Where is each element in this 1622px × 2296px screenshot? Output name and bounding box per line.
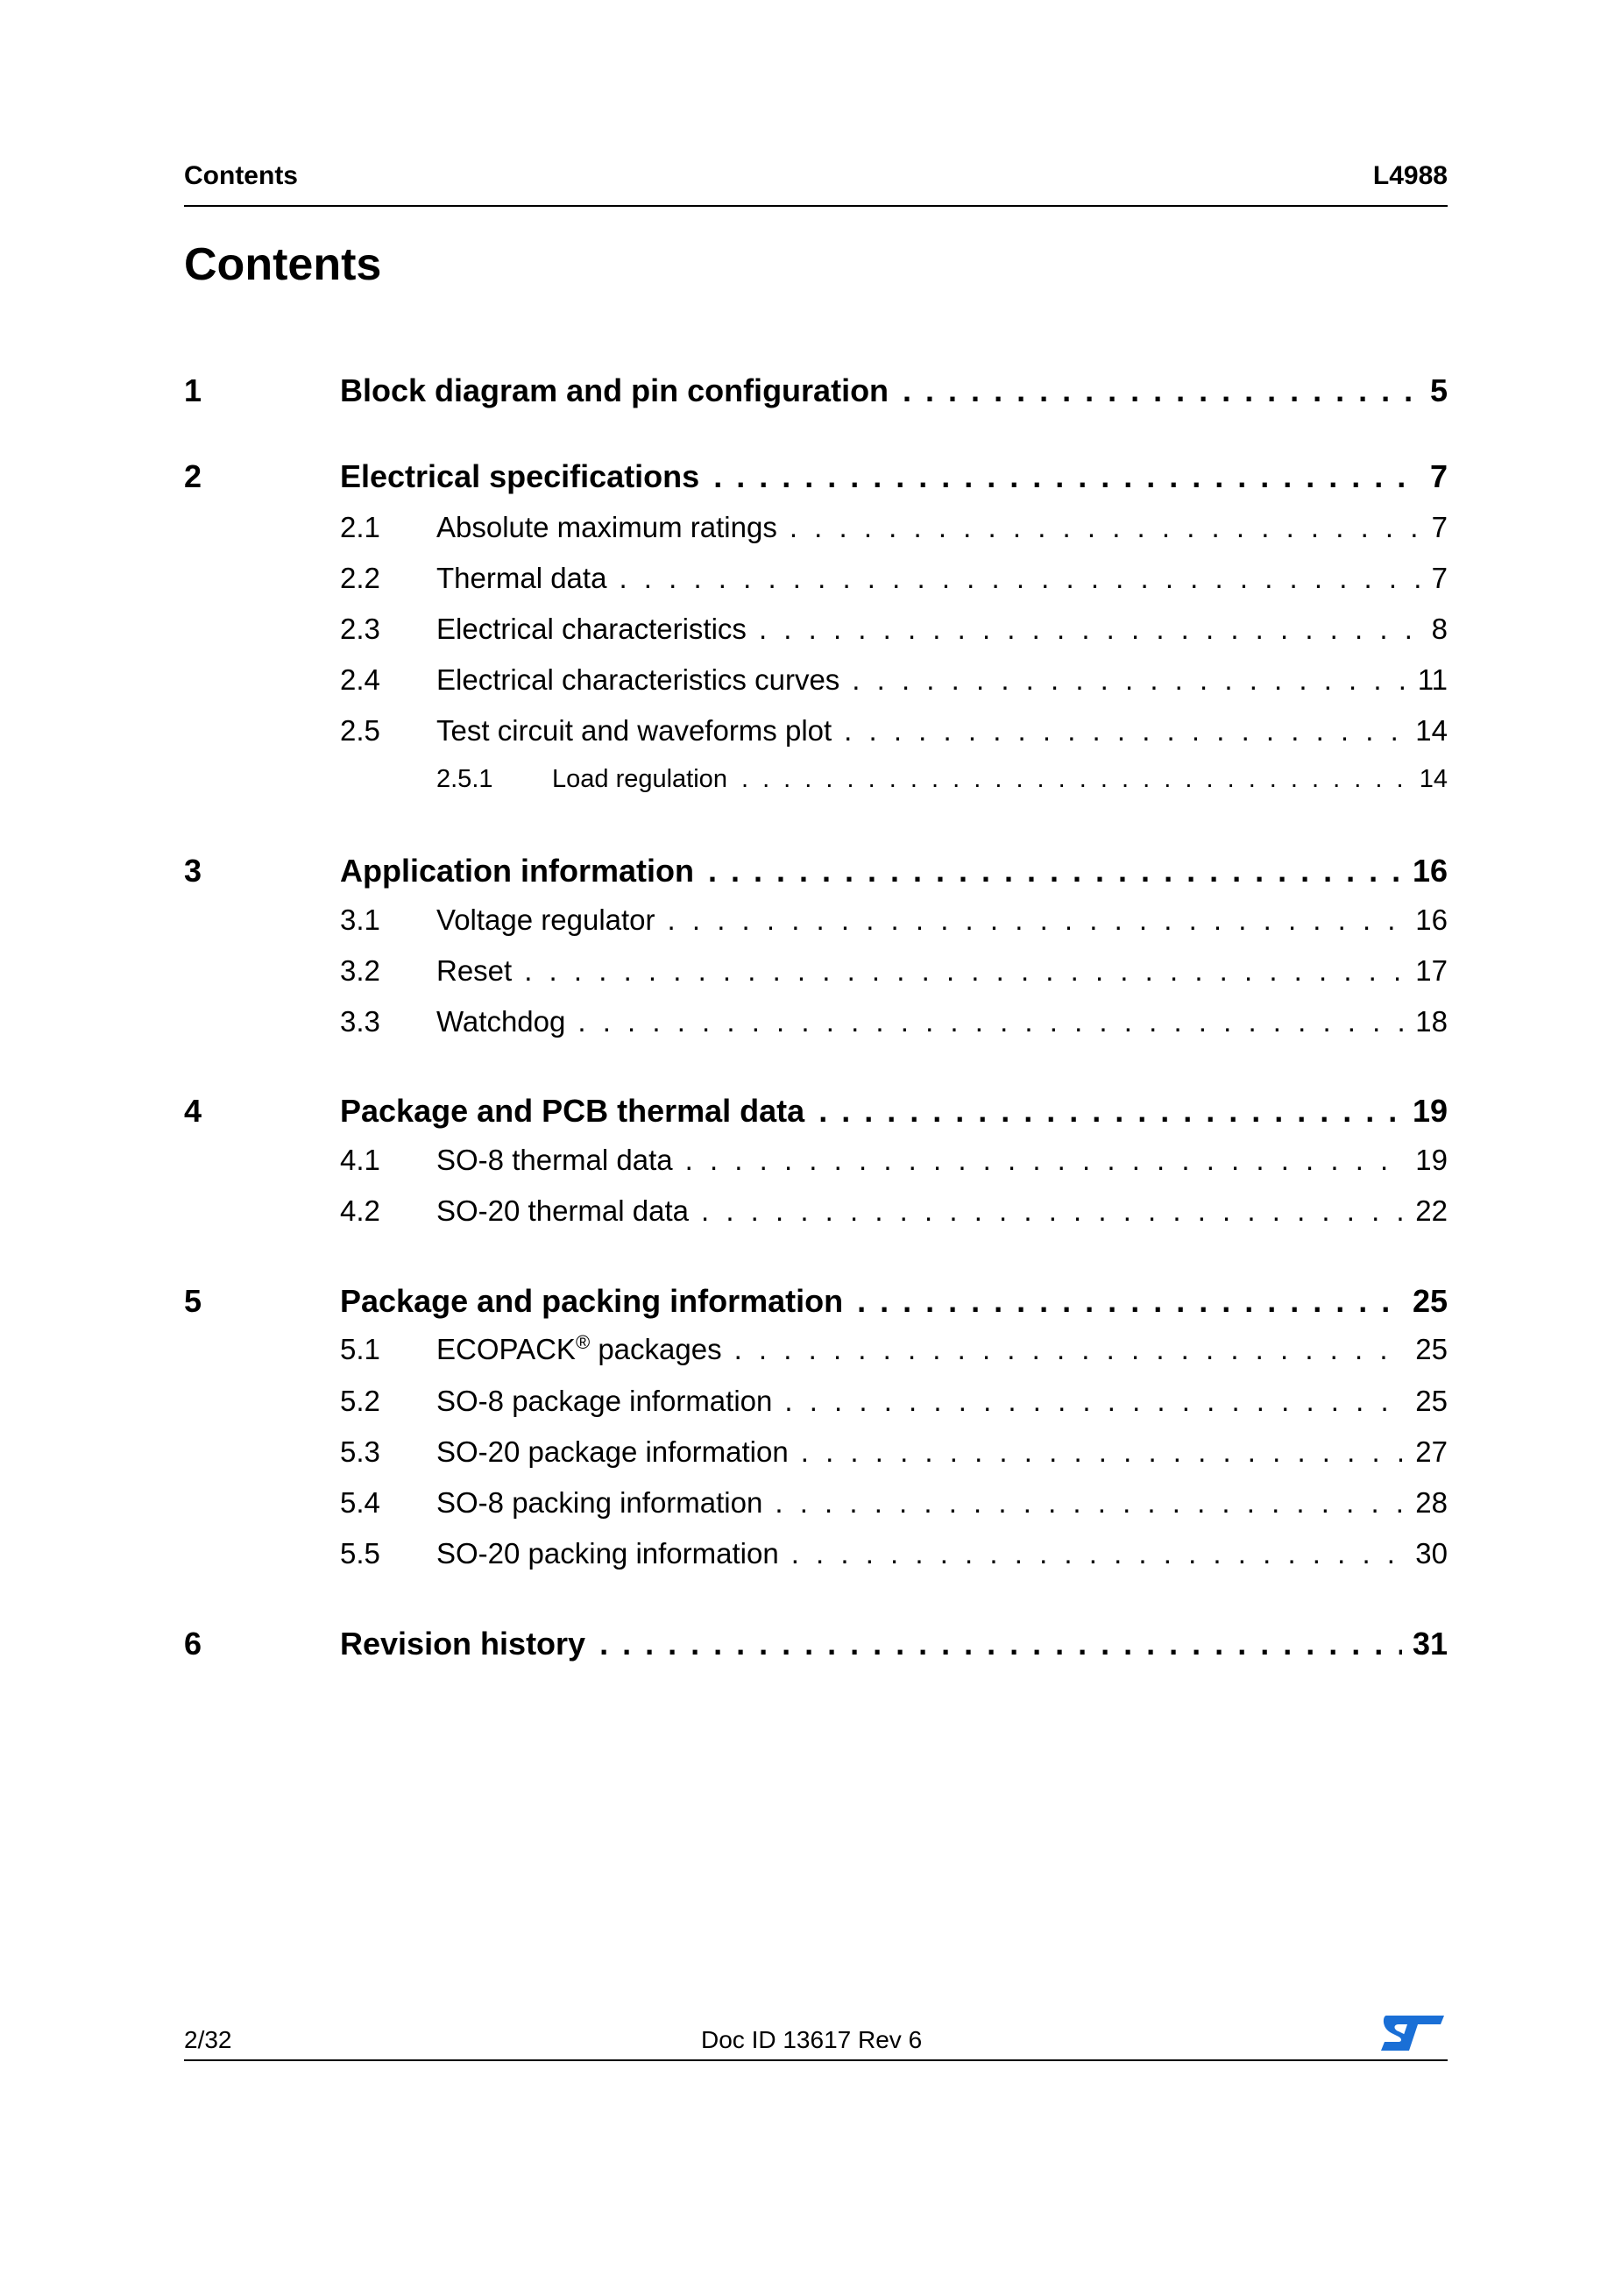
toc-title-suffix: packages: [590, 1333, 722, 1365]
toc-title: [436, 904, 655, 937]
toc-entry-2-3[interactable]: [184, 613, 1448, 649]
toc-page-number: 16: [1415, 904, 1448, 936]
toc-title: [436, 954, 512, 988]
toc-line: [436, 562, 1448, 595]
toc-line: [436, 1333, 1448, 1366]
toc-title: [340, 1626, 585, 1662]
toc-entry-3-3[interactable]: [184, 1005, 1448, 1042]
toc-title-text: Electrical characteristics curves: [436, 663, 840, 696]
toc-leader-dots: [852, 663, 1406, 697]
toc-leader-dots: [759, 613, 1421, 646]
toc-page-number: 25: [1415, 1385, 1448, 1417]
toc-line: [340, 853, 1448, 889]
toc-number: 5: [184, 1283, 202, 1319]
toc-leader-dots: [701, 1194, 1405, 1228]
toc-number: 4.1: [340, 1144, 380, 1176]
toc-line: [436, 1537, 1448, 1570]
toc-entry-3-2[interactable]: [184, 954, 1448, 991]
toc-number: 2.5.1: [436, 765, 493, 793]
toc-title-text: SO-8 thermal data: [436, 1144, 673, 1176]
toc-title: [436, 511, 777, 544]
toc-page-number: 11: [1417, 663, 1448, 696]
toc-entry-5-3[interactable]: [184, 1435, 1448, 1472]
toc-number: 3.1: [340, 904, 380, 936]
toc-line: [340, 1093, 1448, 1130]
toc-title: [436, 1385, 772, 1418]
toc-leader-dots: [524, 954, 1405, 988]
toc-leader-dots: [784, 1385, 1405, 1418]
toc-title: [436, 1194, 689, 1228]
toc-title: [340, 1093, 804, 1130]
toc-title-text: Electrical characteristics: [436, 613, 747, 645]
st-logo-icon: [1379, 2012, 1446, 2054]
toc-title-text: Electrical specifications: [340, 458, 700, 494]
toc-leader-dots: [844, 714, 1405, 748]
toc-title-text: Watchdog: [436, 1005, 566, 1038]
toc-page-number: 18: [1415, 1005, 1448, 1038]
toc-line: [436, 1385, 1448, 1418]
toc-title-text: Block diagram and pin configuration: [340, 372, 889, 408]
toc-entry-2[interactable]: [184, 458, 1448, 499]
toc-page-number: 27: [1415, 1435, 1448, 1468]
toc-title-text: Test circuit and waveforms plot: [436, 714, 832, 747]
toc-title-text: SO-8 packing information: [436, 1486, 763, 1519]
toc-title-text: Absolute maximum ratings: [436, 511, 777, 543]
toc-number: 5.4: [340, 1486, 380, 1519]
page-title: Contents: [184, 239, 382, 290]
toc-number: 4: [184, 1093, 202, 1129]
page-footer: [184, 2026, 1448, 2061]
toc-line: [436, 613, 1448, 646]
toc-page-number: 8: [1431, 613, 1448, 645]
toc-title-text: Load regulation: [552, 765, 727, 793]
toc-entry-2-2[interactable]: [184, 562, 1448, 599]
toc-page-number: 14: [1415, 714, 1448, 747]
toc-entry-5-4[interactable]: [184, 1486, 1448, 1523]
toc-page-number: 7: [1429, 458, 1448, 494]
toc-page-number: 30: [1415, 1537, 1448, 1570]
toc-line: [436, 1144, 1448, 1177]
toc-leader-dots: [734, 1333, 1406, 1366]
toc-page-number: 7: [1431, 562, 1448, 594]
toc-title: [436, 1005, 565, 1038]
header-part-number: L4988: [1372, 161, 1448, 190]
toc-leader-dots: [599, 1626, 1402, 1662]
toc-number: 2.5: [340, 714, 380, 747]
toc-leader-dots: [857, 1283, 1402, 1320]
toc-title: [340, 372, 889, 409]
toc-page-number: 14: [1419, 765, 1448, 793]
toc-page-number: 28: [1415, 1486, 1448, 1519]
toc-title-text: Reset: [436, 954, 513, 987]
toc-page-number: 19: [1415, 1144, 1448, 1176]
toc-title: [436, 1144, 673, 1177]
toc-number: 5.1: [340, 1333, 380, 1365]
doc-id: Doc ID 13617 Rev 6: [701, 2026, 923, 2053]
toc-title-text: SO-20 package information: [436, 1435, 789, 1468]
registered-mark: ®: [575, 1331, 591, 1353]
toc-title: [436, 1333, 722, 1366]
toc-title: [436, 1435, 789, 1469]
toc-title-text: Application information: [340, 853, 694, 889]
toc-entry-4-2[interactable]: [184, 1194, 1448, 1231]
toc-title-text: SO-20 thermal data: [436, 1194, 689, 1227]
toc-leader-dots: [741, 765, 1409, 794]
toc-title: [340, 1283, 843, 1320]
toc-leader-dots: [685, 1144, 1406, 1177]
toc-leader-dots: [818, 1093, 1402, 1130]
toc-page-number: 17: [1415, 954, 1448, 987]
toc-leader-dots: [713, 458, 1420, 495]
toc-title: [436, 1537, 779, 1570]
toc-page-number: 5: [1429, 372, 1448, 408]
toc-page-number: 7: [1431, 511, 1448, 543]
toc-entry-2-5-1[interactable]: [184, 765, 1448, 798]
toc-leader-dots: [801, 1435, 1406, 1469]
toc-number: 2.3: [340, 613, 380, 645]
toc-number: 3: [184, 853, 202, 889]
toc-line: [436, 663, 1448, 697]
toc-title-text: SO-8 package information: [436, 1385, 773, 1417]
toc-title: [552, 765, 727, 794]
toc-number: 6: [184, 1626, 202, 1662]
toc-number: 2.4: [340, 663, 380, 696]
toc-line: [436, 511, 1448, 544]
toc-line: [436, 1435, 1448, 1469]
toc-title-text: ECOPACK: [436, 1333, 576, 1365]
toc-title: [340, 853, 694, 889]
toc-number: 2: [184, 458, 202, 494]
toc-number: 4.2: [340, 1194, 380, 1227]
toc-title: [340, 458, 699, 495]
toc-entry-2-4[interactable]: [184, 663, 1448, 700]
toc-title-text: Voltage regulator: [436, 904, 655, 936]
toc-title-text: Revision history: [340, 1626, 586, 1662]
toc-entry-5-1[interactable]: [184, 1333, 1448, 1370]
toc-number: 2.1: [340, 511, 380, 543]
toc-entry-4[interactable]: [184, 1093, 1448, 1133]
toc-entry-3[interactable]: [184, 853, 1448, 893]
page-header: [184, 156, 1448, 207]
toc-page-number: 25: [1415, 1333, 1448, 1365]
toc-title: [436, 714, 832, 748]
toc-title: [436, 613, 747, 646]
toc-page-number: 19: [1412, 1093, 1448, 1129]
toc-line: [436, 1486, 1448, 1520]
toc-number: 3.3: [340, 1005, 380, 1038]
toc-number: 5.3: [340, 1435, 380, 1468]
toc-leader-dots: [577, 1005, 1405, 1038]
toc-line: [340, 1626, 1448, 1662]
toc-line: [340, 1283, 1448, 1320]
toc-page-number: 16: [1412, 853, 1448, 889]
toc-number: 2.2: [340, 562, 380, 594]
toc-leader-dots: [791, 1537, 1406, 1570]
toc-leader-dots: [903, 372, 1420, 409]
toc-leader-dots: [790, 511, 1421, 544]
toc-entry-4-1[interactable]: [184, 1144, 1448, 1180]
toc-line: [436, 904, 1448, 937]
header-section: Contents: [184, 161, 298, 190]
toc-title-text: SO-20 packing information: [436, 1537, 779, 1570]
toc-entry-5[interactable]: [184, 1283, 1448, 1323]
toc-page-number: 25: [1412, 1283, 1448, 1319]
toc-leader-dots: [668, 904, 1406, 937]
toc-title: [436, 663, 839, 697]
toc-title: [436, 1486, 762, 1520]
toc-page-number: 22: [1415, 1194, 1448, 1227]
toc-line: [436, 954, 1448, 988]
toc-title-text: Package and PCB thermal data: [340, 1093, 805, 1129]
toc-line: [436, 1194, 1448, 1228]
toc-line: [340, 458, 1448, 495]
toc-number: 1: [184, 372, 202, 408]
toc-line: [436, 1005, 1448, 1038]
toc-title: [436, 562, 606, 595]
toc-line: [340, 372, 1448, 409]
toc-entry-2-5[interactable]: [184, 714, 1448, 751]
toc-entry-5-2[interactable]: [184, 1385, 1448, 1421]
toc-leader-dots: [619, 562, 1420, 595]
toc-entry-1[interactable]: [184, 372, 1448, 413]
toc-title-text: Thermal data: [436, 562, 607, 594]
toc-entry-3-1[interactable]: [184, 904, 1448, 940]
toc-line: [552, 765, 1448, 794]
toc-entry-6[interactable]: [184, 1626, 1448, 1666]
toc-leader-dots: [775, 1486, 1405, 1520]
toc-title-text: Package and packing information: [340, 1283, 844, 1319]
toc-number: 5.2: [340, 1385, 380, 1417]
toc-leader-dots: [708, 853, 1402, 889]
toc-entry-5-5[interactable]: [184, 1537, 1448, 1574]
toc-line: [436, 714, 1448, 748]
toc-number: 3.2: [340, 954, 380, 987]
toc-entry-2-1[interactable]: [184, 511, 1448, 548]
toc-number: 5.5: [340, 1537, 380, 1570]
page-indicator: 2/32: [184, 2026, 232, 2053]
toc-page-number: 31: [1412, 1626, 1448, 1662]
